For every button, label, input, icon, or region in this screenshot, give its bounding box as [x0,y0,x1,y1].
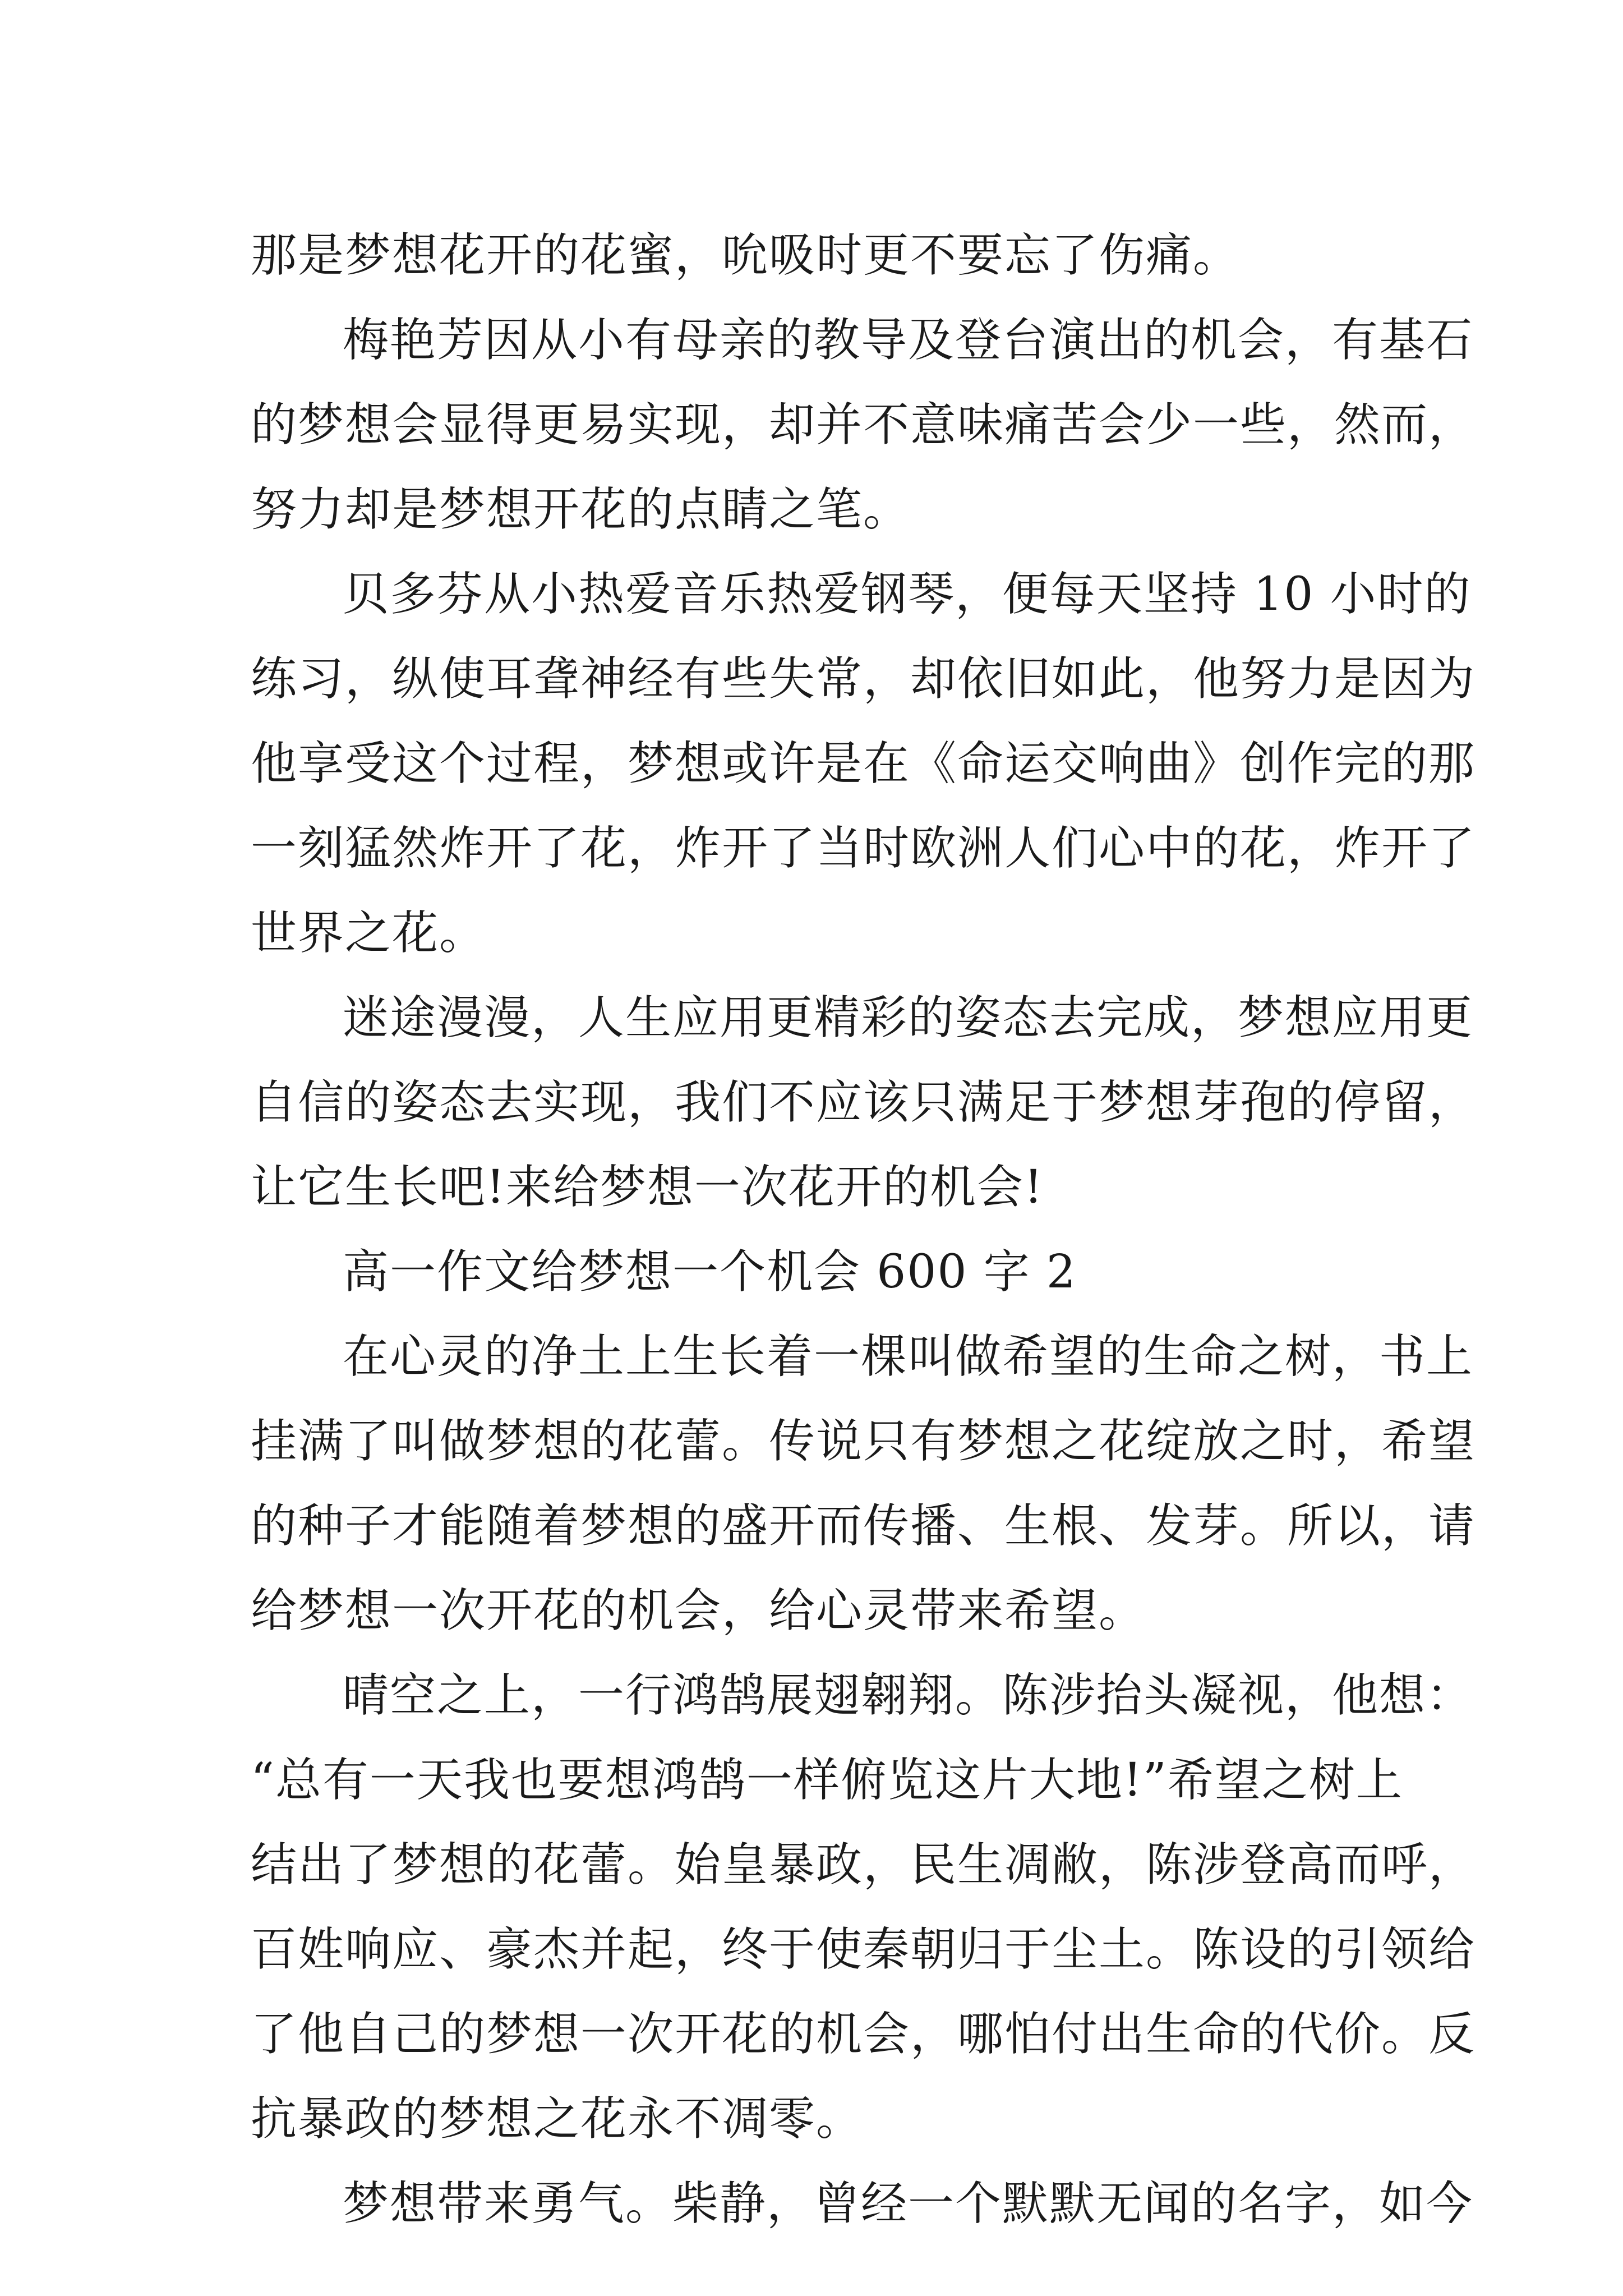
text-line: 梅艳芳因从小有母亲的教导及登台演出的机会，有基石 [343,314,1474,367]
document-body [251,213,1476,2246]
text-line: 挂满了叫做梦想的花蕾。传说只有梦想之花绽放之时，希望 [251,1415,1476,1468]
text-line: 贝多芬从小热爱音乐热爱钢琴，便每天坚持 10 小时的 [343,568,1472,621]
text-line: 他享受这个过程，梦想或许是在《命运交响曲》创作完的那 [251,737,1476,790]
text-line: 一刻猛然炸开了花，炸开了当时欧洲人们心中的花，炸开了 [251,822,1476,875]
text-line: 给梦想一次开花的机会，给心灵带来希望。 [251,1584,1146,1637]
text-line: 世界之花。 [251,907,487,960]
text-line: 努力却是梦想开花的点睛之笔。 [251,483,911,536]
text-line: 让它生长吧!来给梦想一次花开的机会! [251,1161,1044,1214]
text-line: 晴空之上，一行鸿鹄展翅翱翔。陈涉抬头凝视，他想： [343,1669,1474,1722]
section-heading: 高一作文给梦想一个机会 600 字 2 [343,1245,1077,1299]
text-line: 的梦想会显得更易实现，却并不意味痛苦会少一些，然而， [251,398,1476,452]
text-line: 那是梦想花开的花蜜，吮吸时更不要忘了伤痛。 [251,229,1241,282]
text-line: 练习，纵使耳聋神经有些失常，却依旧如此，他努力是因为 [251,652,1476,706]
text-line: “总有一天我也要想鸿鹄一样俯览这片大地!”希望之树上 [251,1754,1403,1807]
text-line: 百姓响应、豪杰并起，终于使秦朝归于尘土。陈设的引领给 [251,1923,1476,1976]
text-line: 的种子才能随着梦想的盛开而传播、生根、发芽。所以，请 [251,1499,1476,1553]
text-line: 迷途漫漫，人生应用更精彩的姿态去完成，梦想应用更 [343,991,1474,1045]
text-line: 了他自己的梦想一次开花的机会，哪怕付出生命的代价。反 [251,2008,1476,2061]
text-line: 在心灵的净土上生长着一棵叫做希望的生命之树，书上 [343,1330,1474,1383]
text-line: 结出了梦想的花蕾。始皇暴政，民生凋敝，陈涉登高而呼， [251,1838,1476,1892]
text-line: 梦想带来勇气。柴静，曾经一个默默无闻的名字，如今 [343,2177,1474,2230]
text-line: 自信的姿态去实现，我们不应该只满足于梦想芽孢的停留， [251,1076,1476,1129]
text-line: 抗暴政的梦想之花永不凋零。 [251,2092,864,2146]
